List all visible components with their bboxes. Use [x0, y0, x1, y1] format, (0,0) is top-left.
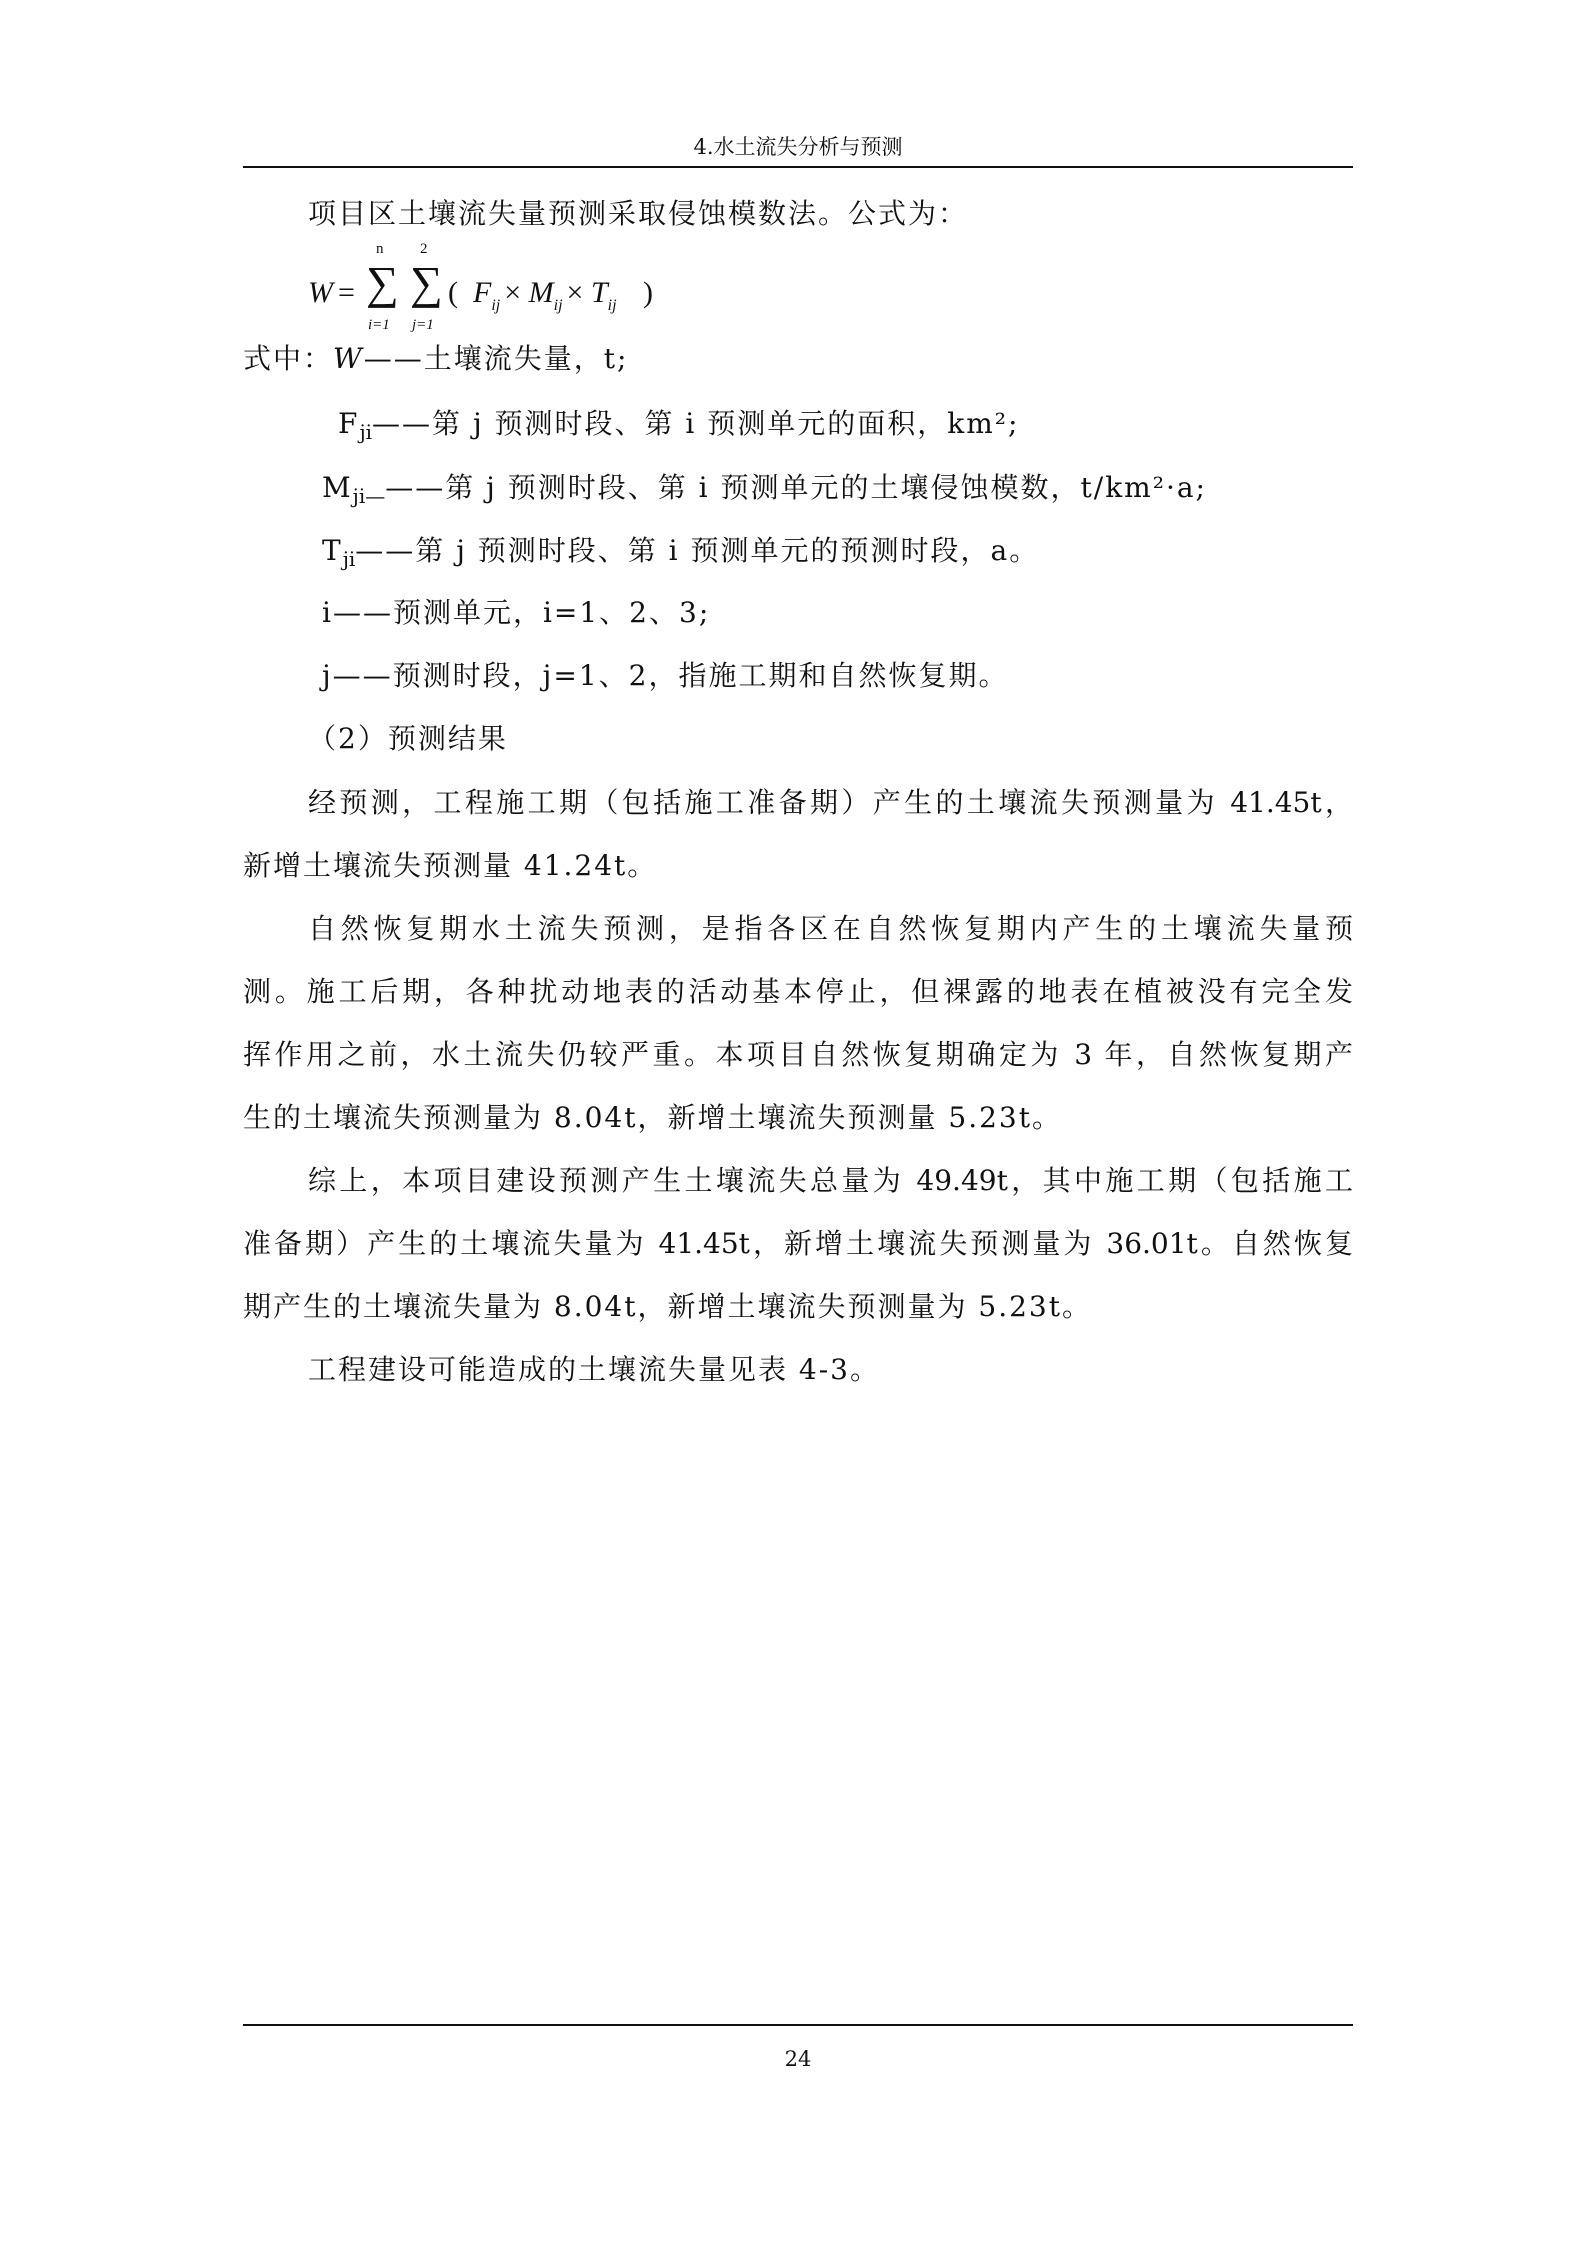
definition-m-text: ——第 j 预测时段、第 i 预测单元的土壤侵蚀模数，t/km²·a;	[385, 471, 1207, 504]
definition-w-symbol: W	[333, 342, 364, 375]
definition-t-symbol: T	[322, 534, 343, 567]
paragraph-1-line-2: 新增土壤流失预测量 41.24t。	[243, 849, 658, 882]
definition-f-symbol: F	[338, 407, 360, 440]
formula-sum2-sigma: ∑	[410, 257, 443, 308]
definition-f-sub: ji	[359, 420, 373, 444]
section-heading: （2）预测结果	[308, 722, 508, 755]
paragraph-1-line-1: 经预测，工程施工期（包括施工准备期）产生的土壤流失预测量为 41.45t，	[308, 786, 1353, 819]
formula-f: F	[473, 276, 492, 309]
definition-w-text: ——土壤流失量，t;	[363, 342, 629, 375]
paragraph-2-line-2: 测。施工后期，各种扰动地表的活动基本停止，但裸露的地表在植被没有完全发	[243, 975, 1353, 1008]
formula-t-sub: ij	[607, 297, 617, 314]
definition-prefix: 式中：	[243, 342, 334, 375]
definition-m-symbol: M	[322, 471, 353, 504]
formula-f-sub: ij	[491, 297, 501, 314]
formula-lhs: W	[308, 276, 333, 309]
paragraph-2-line-3: 挥作用之前，水土流失仍较严重。本项目自然恢复期确定为 3 年，自然恢复期产	[243, 1038, 1353, 1071]
formula-close-paren: )	[643, 276, 654, 309]
formula-sum1-sigma: ∑	[366, 257, 399, 308]
formula-terms	[448, 278, 653, 321]
paragraph-3-line-3: 期产生的土壤流失量为 8.04t，新增土壤流失预测量为 5.23t。	[243, 1290, 1092, 1323]
formula-times-1: ×	[504, 276, 522, 309]
formula-m-sub: ij	[553, 297, 563, 314]
formula-sum1-upper: n	[376, 241, 384, 257]
definition-m	[322, 468, 1207, 516]
formula	[308, 240, 728, 340]
definition-f-text: ——第 j 预测时段、第 i 预测单元的面积，km²;	[372, 407, 1020, 440]
paragraph-3-line-2: 准备期）产生的土壤流失量为 41.45t，新增土壤流失预测量为 36.01t。自然恢复	[243, 1227, 1353, 1260]
formula-t: T	[590, 276, 608, 309]
intro-text: 项目区土壤流失量预测采取侵蚀模数法。公式为：	[308, 197, 969, 230]
paragraph-4-line-1: 工程建设可能造成的土壤流失量见表 4-3。	[308, 1353, 880, 1386]
definition-i: i——预测单元，i=1、2、3;	[322, 596, 711, 629]
definition-m-sub: ji—	[352, 484, 386, 508]
formula-equals: =	[338, 276, 355, 309]
header-divider	[243, 166, 1353, 168]
formula-sum1-lower: i=1	[368, 317, 390, 333]
definition-t	[322, 531, 1039, 579]
formula-sum2-upper: 2	[420, 241, 428, 257]
definition-j: j——预测时段，j=1、2，指施工期和自然恢复期。	[322, 659, 1009, 692]
paragraph-3-line-1: 综上，本项目建设预测产生土壤流失总量为 49.49t，其中施工期（包括施工	[308, 1164, 1353, 1197]
definition-t-sub: ji	[342, 547, 356, 571]
formula-times-2: ×	[566, 276, 584, 309]
formula-sum2-lower: j=1	[412, 317, 434, 333]
definition-t-text: ——第 j 预测时段、第 i 预测单元的预测时段，a。	[355, 534, 1040, 567]
formula-open-paren: (	[448, 276, 458, 309]
page-header-title: 4.水土流失分析与预测	[693, 135, 903, 159]
definition-w	[243, 339, 628, 379]
paragraph-2-line-4: 生的土壤流失预测量为 8.04t，新增土壤流失预测量 5.23t。	[243, 1101, 1062, 1134]
definition-f	[338, 404, 1019, 452]
footer-divider	[243, 2024, 1353, 2026]
formula-m: M	[528, 276, 554, 309]
paragraph-2-line-1: 自然恢复期水土流失预测，是指各区在自然恢复期内产生的土壤流失量预	[308, 912, 1353, 945]
page-number: 24	[784, 2047, 812, 2071]
